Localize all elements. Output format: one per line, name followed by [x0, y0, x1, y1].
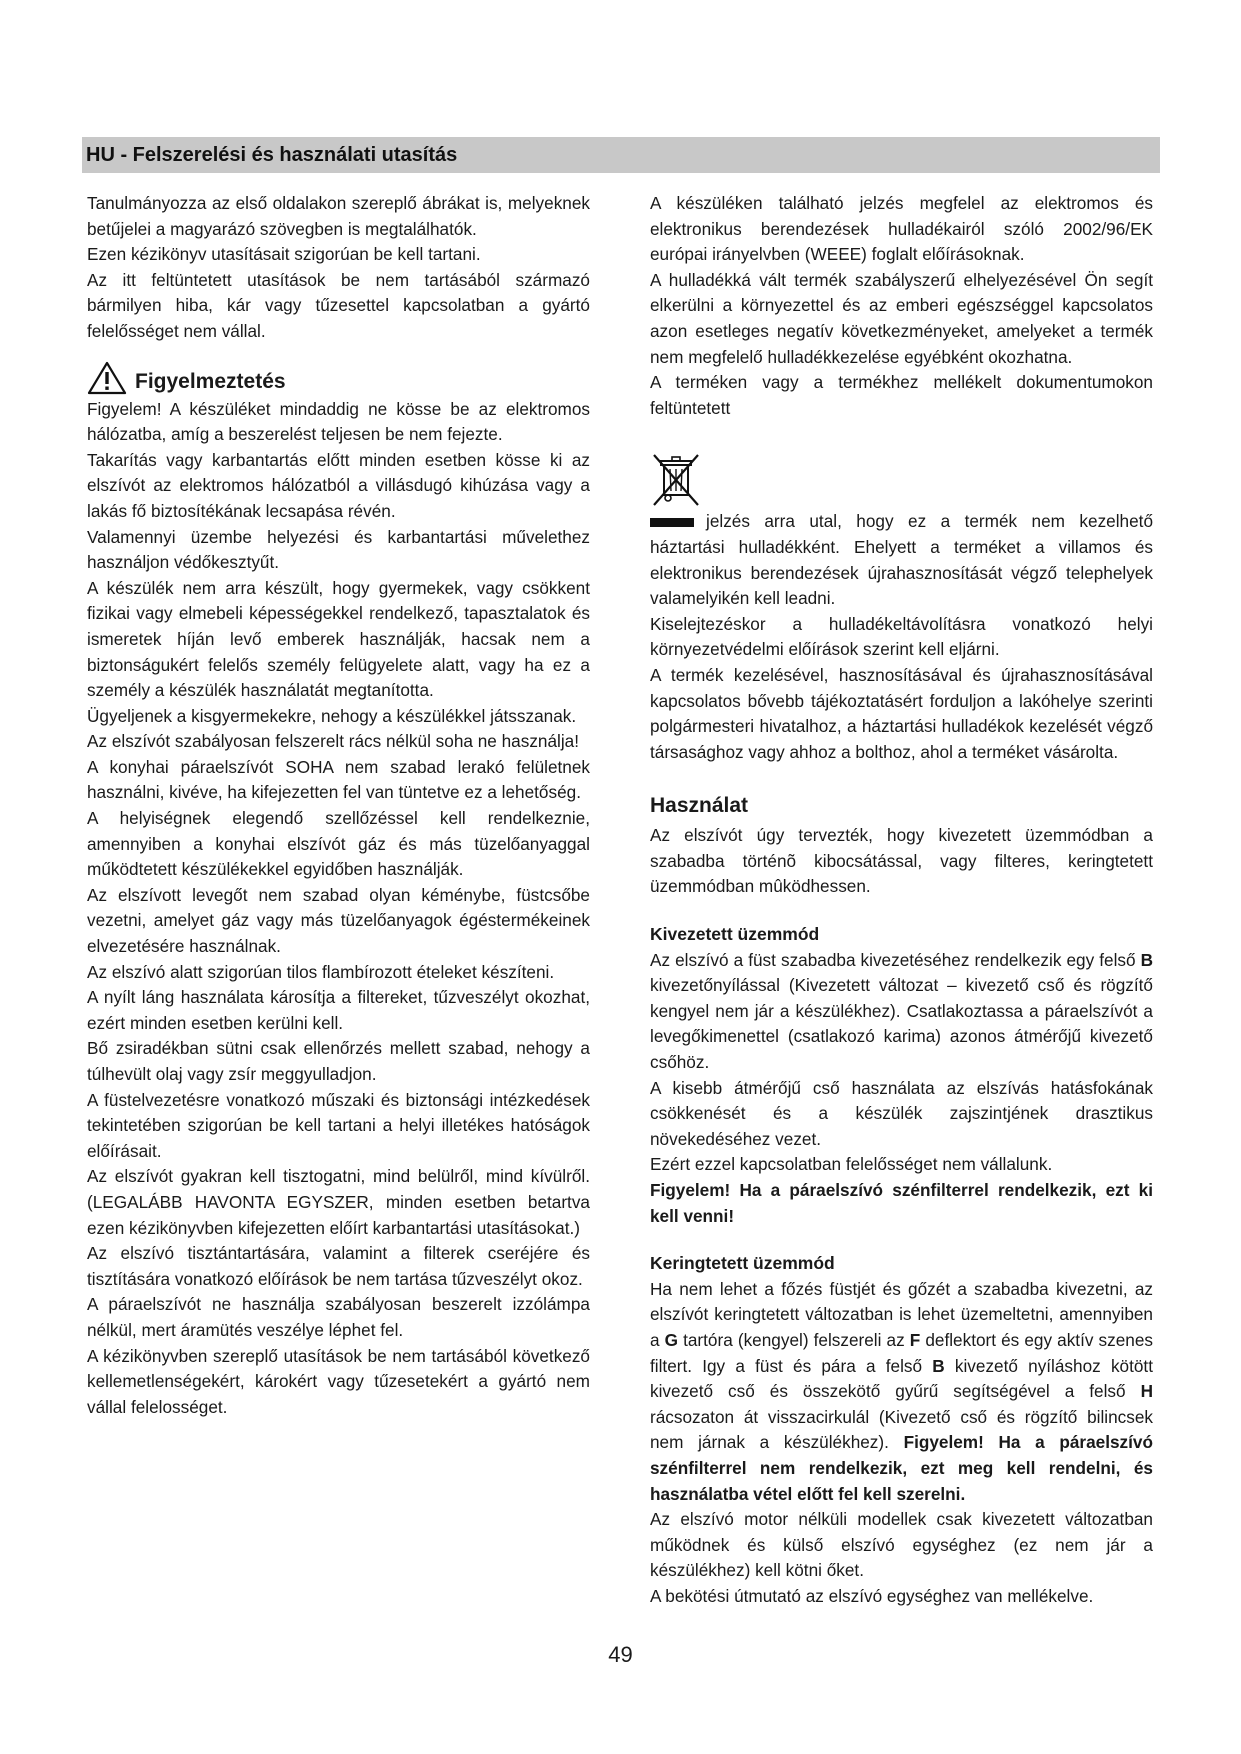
- warning-paragraph: A kézikönyvben szereplő utasítások be nem tartásából következő kellemetlenségekért, károkért vagy tűzesetekért a gyártó nem vállal felelosséget.: [87, 1345, 590, 1417]
- crossed-bin-icon: [650, 451, 702, 509]
- warning-paragraph: Az elszívót gyakran kell tisztogatni, mind belülről, mind kívülről. (LEGALÁBB HAVONTA EGYSZER, minden esetben betartva ezen kézikönyvben kifejezetten előírt karbantartási utasításokat.): [87, 1166, 590, 1238]
- warning-paragraph: Bő zsiradékban sütni csak ellenőrzés mellett szabad, nehogy a túlhevült olaj vagy zsír meggyulladjon.: [87, 1038, 590, 1084]
- warning-paragraph: A készülék nem arra készült, hogy gyermekek, vagy csökkent fizikai vagy elmebeli képességekkel rendelkező, tapasztalatok és ismeretek híján levő emberek használják, hacsak nem a biztonságukért felelős személy felügyelete alatt, vagy ha ez a személy a készülék használatát megtanította.: [87, 577, 590, 701]
- warning-paragraph: Takarítás vagy karbantartás előtt minden esetben kösse ki az elszívót az elektromos hálózatból a villásdugó kihúzása vagy a lakás fő biztosítékának lecsapása révén.: [87, 449, 590, 521]
- weee-paragraph: A terméken vagy a termékhez mellékelt dokumentumokon feltüntetett: [650, 372, 1153, 418]
- warning-triangle-icon: [87, 361, 127, 395]
- usage-title: Használat: [650, 794, 749, 818]
- weee-symbol-line: [650, 509, 1153, 611]
- warning-paragraph: Valamennyi üzembe helyezési és karbantartási művelethez használjon védőkesztyűt.: [87, 526, 590, 573]
- warning-paragraph: A helyiségnek elegendő szellőzéssel kell rendelkeznie, amennyiben a konyhai elszívót gáz és más tüzelőanyaggal működtetett készülékekkel egyidőben használják.: [87, 808, 590, 880]
- warning-paragraph: A páraelszívót ne használja szabályosan beszerelt izzólámpa nélkül, mert áramütés veszélye léphet fel.: [87, 1294, 590, 1340]
- weee-bar-icon: [650, 518, 694, 527]
- weee-paragraph: A készüléken található jelzés megfelel az elektromos és elektronikus berendezések hulladékairól szóló 2002/96/EK európai irányelvben (WEEE) foglalt előírásoknak.: [650, 193, 1153, 265]
- warning-heading: [87, 361, 590, 395]
- intro-paragraph: Ezen kézikönyv utasításait szigorúan be kell tartani.: [87, 244, 481, 265]
- weee-paragraph: A hulladékká vált termék szabályszerű elhelyezésével Ön segít elkerülni a környezettel és az emberi egészséggel kapcsolatos azon esetleges negatív következményeket, amelyeket a termék nem megfelelő hulladékkezelése egyébként okozhatna.: [650, 269, 1153, 367]
- weee-symbol-text: jelzés arra utal, hogy ez a termék nem kezelhető háztartási hulladékként. Ehelyett a terméket a villamos és elektronikus berendezések újrahasznosítását végző telephelyek valamelyikén kell leadni.: [650, 511, 1153, 609]
- ducted-title: Kivezetett üzemmód: [650, 924, 820, 945]
- warning-paragraph: Az elszívót szabályosan felszerelt rács nélkül soha ne használja!: [87, 731, 580, 752]
- weee-paragraph: Kiselejtezéskor a hulladékeltávolításra vonatkozó helyi környezetvédelmi előírások szerint kell eljárni.: [650, 613, 1153, 660]
- left-column: [87, 191, 590, 1420]
- warning-paragraph: A nyílt láng használata károsítja a filtereket, tűzveszélyt okozhat, ezért minden esetben kerülni kell.: [87, 987, 590, 1033]
- ducted-paragraph: Ezért ezzel kapcsolatban felelősséget nem vállalunk.: [650, 1154, 1053, 1175]
- ducted-paragraph: A kisebb átmérőjű cső használata az elszívás hatásfokának csökkenését és a készülék zajszintjének drasztikus növekedéséhez vezet.: [650, 1077, 1153, 1149]
- header-bar: [82, 137, 1160, 173]
- weee-paragraph: A termék kezelésével, hasznosításával és újrahasznosításával kapcsolatos bővebb tájékoztatásért forduljon a lakóhelye szerinti polgármesteri hivatalhoz, a háztartási hulladékok kezelését végző társasághoz vagy ahhoz a bolthoz, ahol a terméket vásárolta.: [650, 664, 1153, 762]
- warning-paragraph: Az elszívó tisztántartására, valamint a filterek cseréjére és tisztítására vonatkozó előírások be nem tartása tűzveszélyt okoz.: [87, 1243, 590, 1289]
- warning-paragraph: Az elszívó alatt szigorúan tilos flambírozott ételeket készíteni.: [87, 961, 555, 982]
- recirculation-paragraph: Ha nem lehet a főzés füstjét és gőzét a szabadba kivezetni, az elszívót keringtetett változatban is lehet üzemeltetni, amennyiben a G tartóra (kengyel) felszereli az F deflektort és egy aktív szenes filtert. Igy a füst és pára a felső B kivezető nyíláshoz kötött kivezető cső és összekötő gyűrű segítségével a felső H rácsozaton át visszacirkulál (Kivezető cső és rögzítő bilincsek nem járnak a készülékhez). Figyelem! Ha a páraelszívó szénfilterrel nem rendelkezik, ezt meg kell rendelni, és használatba vétel előtt fel kell szerelni.: [650, 1278, 1153, 1504]
- install-note: A bekötési útmutató az elszívó egységhez van mellékelve.: [650, 1585, 1094, 1606]
- intro-paragraph: Az itt feltüntetett utasítások be nem tartásából származó bármilyen hiba, kár vagy tűzesettel kapcsolatban a gyártó felelősséget nem vállal.: [87, 269, 590, 341]
- right-column: [650, 191, 1153, 1610]
- page-number: 49: [608, 1642, 633, 1667]
- intro-paragraph: Tanulmányozza az első oldalakon szereplő ábrákat is, melyeknek betűjelei a magyarázó szövegben is megtalálhatók.: [87, 193, 590, 239]
- warning-paragraph: A konyhai páraelszívót SOHA nem szabad lerakó felületnek használni, kivéve, ha kifejezetten fel van tüntetve ez a lehetőség.: [87, 756, 590, 803]
- warning-title: Figyelmeztetés: [135, 369, 286, 393]
- recirculation-title: Keringtetett üzemmód: [650, 1253, 835, 1274]
- warning-paragraph: A füstelvezetésre vonatkozó műszaki és biztonsági intézkedések tekintetében szigorúan be kell tartani a helyi illetékes hatóságok előírásait.: [87, 1089, 590, 1161]
- warning-paragraph: Ügyeljenek a kisgyermekekre, nehogy a készülékkel játsszanak.: [87, 705, 577, 726]
- warning-paragraph: Az elszívott levegőt nem szabad olyan kéménybe, füstcsőbe vezetni, amelyet gáz vagy más tüzelőanyagok égéstermékeinek elvezetésére használnak.: [87, 884, 590, 957]
- page-title: HU - Felszerelési és használati utasítás: [86, 144, 458, 166]
- ducted-paragraph: Az elszívó a füst szabadba kivezetéséhez rendelkezik egy felső B kivezetőnyílással (Kivezetett változat – kivezető cső és rögzítő kengyel nem jár a készülékhez). Csatlakoztassa a páraelszívót a levegőkimenettel (csatlakozó karima) azonos átmérőjű kivezető csőhöz.: [650, 949, 1153, 1073]
- usage-paragraph: Az elszívót úgy tervezték, hogy kivezetett üzemmódban a szabadba történõ kibocsátással, vagy filteres, keringtetett üzemmódban mûködhessen.: [650, 825, 1153, 897]
- ducted-warning: Figyelem! Ha a páraelszívó szénfilterrel rendelkezik, ezt ki kell venni!: [650, 1180, 1153, 1226]
- motorless-paragraph: Az elszívó motor nélküli modellek csak kivezetett változatban működnek és külső elszívó egységhez (ez nem jár a készülékhez) kell kötni őket.: [650, 1509, 1153, 1581]
- warning-paragraph: Figyelem! A készüléket mindaddig ne kösse be az elektromos hálózatba, amíg a beszerelést teljesen be nem fejezte.: [87, 398, 590, 445]
- weee-symbol-block: [650, 451, 1153, 611]
